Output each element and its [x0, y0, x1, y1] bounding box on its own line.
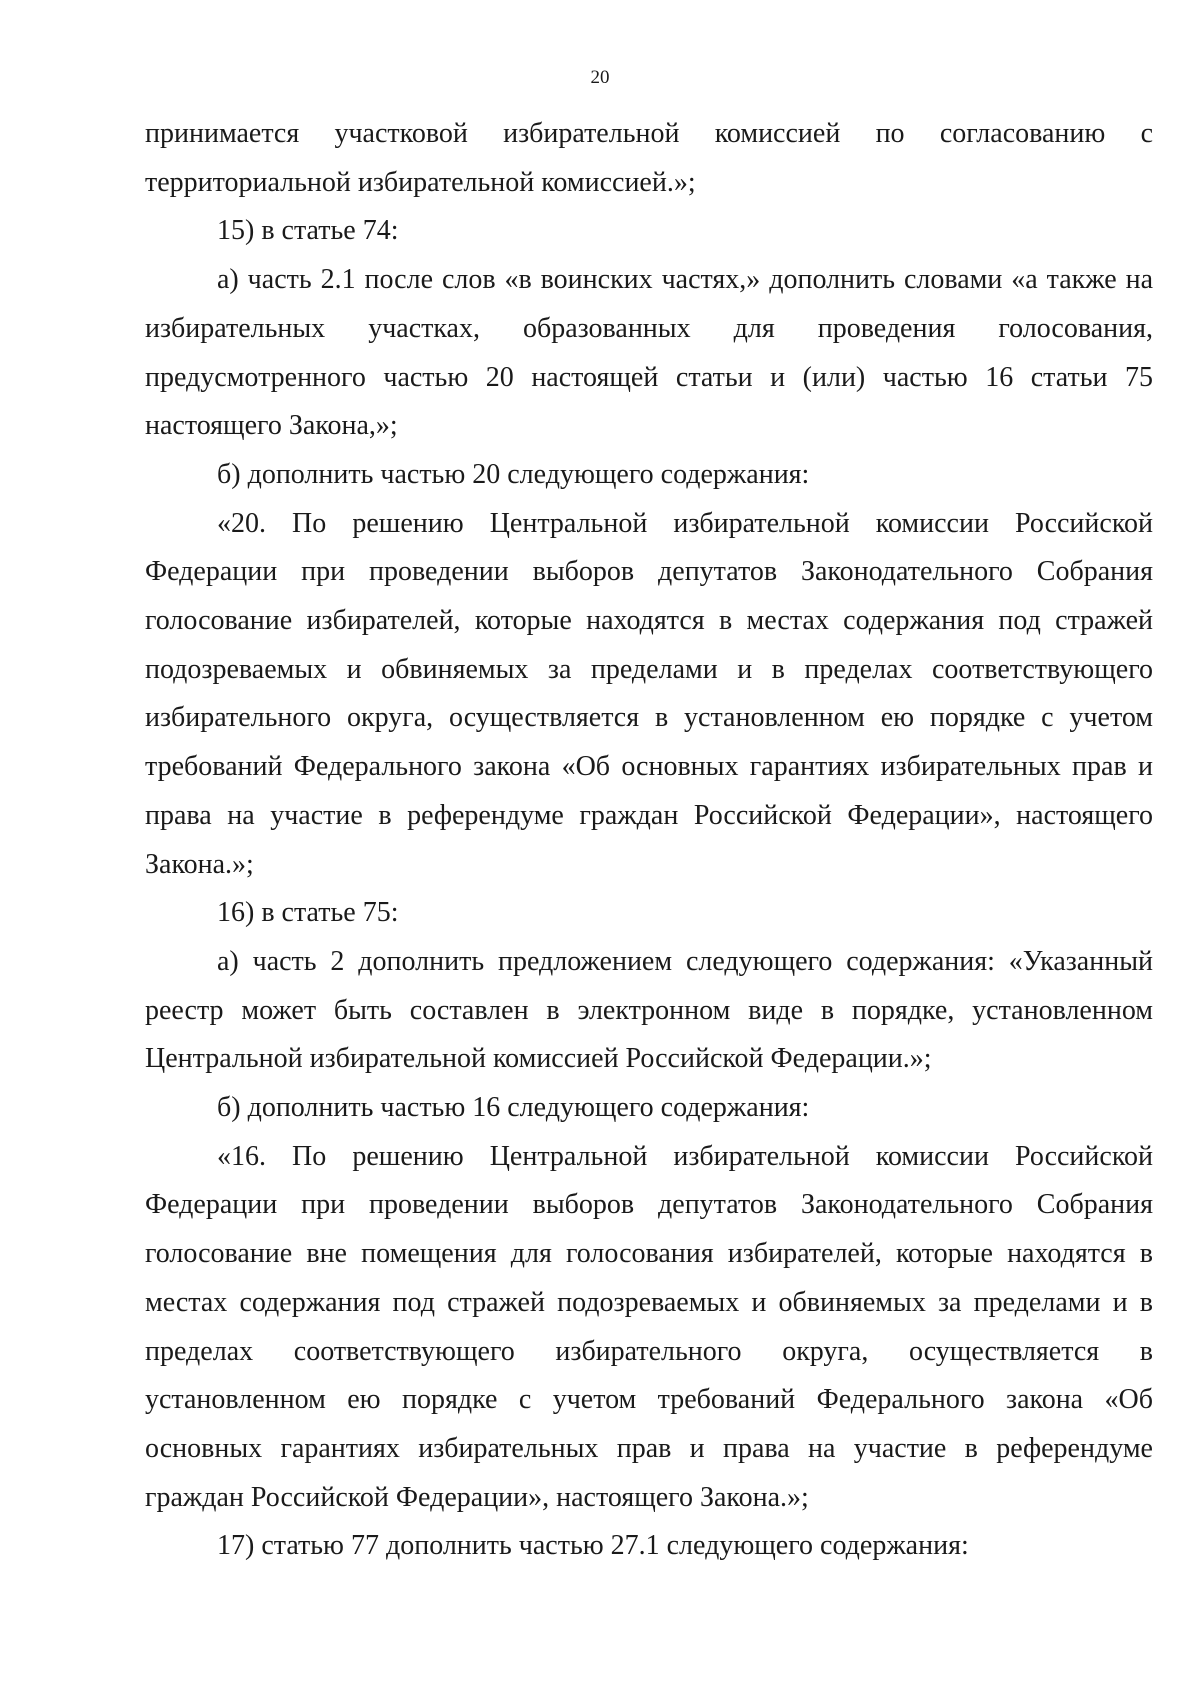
page-number: 20 [590, 67, 610, 88]
paragraph-part-16-text: «16. По решению Центральной избирательной комиссии Российской Федерации при проведении выборов депутатов Законодательного Собрания голосование вне помещения для голосования избирателей, которые находятся в местах содержания под стражей подозреваемых и обвиняемых за пределами и в пределах соответствующего избирательного округа, осуществляется в установленном ею порядке с учетом требований Федерального закона «Об основных гарантиях избирательных прав и права на участие в референдуме граждан Российской Федерации», настоящего Закона.»; [145, 1140, 1153, 1513]
paragraph-item-16a: а) часть 2 дополнить предложением следующего содержания: «Указанный реестр может быть составлен в электронном виде в порядке, установленном Центральной избирательной комиссией Российской Федерации.»; [145, 945, 1153, 1075]
paragraph-item-15a: а) часть 2.1 после слов «в воинских частях,» дополнить словами «а также на избирательных участках, образованных для проведения голосования, предусмотренного частью 20 настоящей статьи и (или) частью 16 статьи 75 настоящего Закона,»; [145, 264, 1153, 442]
paragraph-item-17: 17) статью 77 дополнить частью 27.1 следующего содержания: [217, 1530, 969, 1562]
document-body [145, 110, 1153, 1571]
paragraph-item-16b: б) дополнить частью 16 следующего содержания: [217, 1092, 810, 1124]
paragraph-item-15b: б) дополнить частью 20 следующего содержания: [217, 458, 810, 490]
paragraph-item-15: 15) в статье 74: [217, 215, 399, 247]
paragraph-continuation: принимается участковой избирательной комиссией по согласованию с территориальной избирательной комиссией.»; [145, 118, 1153, 198]
paragraph-part-20-text: «20. По решению Центральной избирательной комиссии Российской Федерации при проведении выборов депутатов Законодательного Собрания голосование избирателей, которые находятся в местах содержания под стражей подозреваемых и обвиняемых за пределами и в пределах соответствующего избирательного округа, осуществляется в установленном ею порядке с учетом требований Федерального закона «Об основных гарантиях избирательных прав и права на участие в референдуме граждан Российской Федерации», настоящего Закона.»; [145, 507, 1153, 880]
paragraph-item-16: 16) в статье 75: [217, 897, 399, 929]
